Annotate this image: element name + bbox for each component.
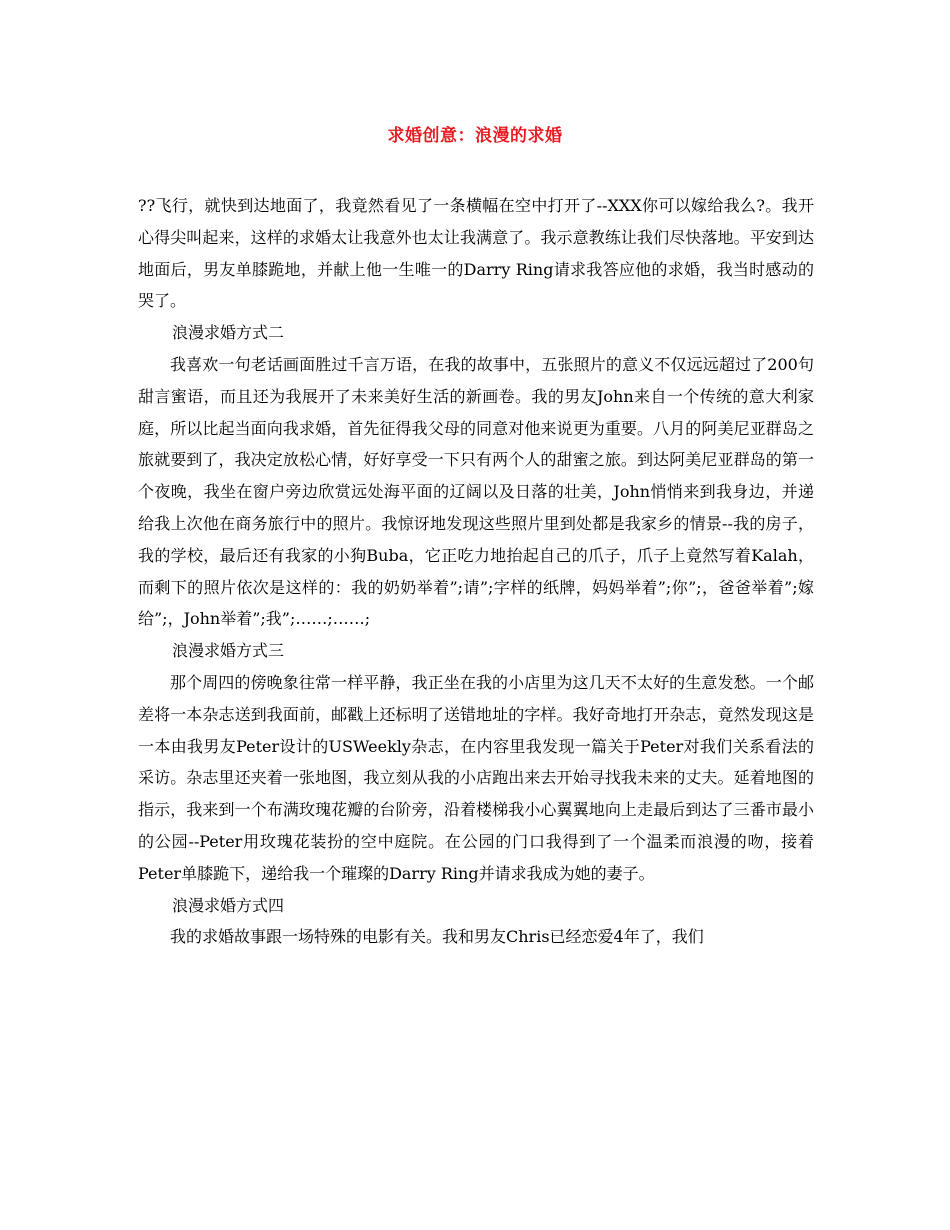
- paragraph-method-three: 那个周四的傍晚象往常一样平静，我正坐在我的小店里为这几天不太好的生意发愁。一个邮差将一本杂志送到我面前，邮戳上还标明了送错地址的字样。我好奇地打开杂志，竟然发现这是一本由我男友Peter设计的USWeekly杂志，在内容里我发现一篇关于Peter对我们关系看法的采访。杂志里还夹着一张地图，我立刻从我的小店跑出来去开始寻找我未来的丈夫。延着地图的指示，我来到一个布满玫瑰花瓣的台阶旁，沿着楼梯我小心翼翼地向上走最后到达了三番市最小的公园--Peter用玫瑰花装扮的空中庭院。在公园的门口我得到了一个温柔而浪漫的吻，接着Peter单膝跪下，递给我一个璀璨的Darry Ring并请求我成为她的妻子。: [138, 672, 814, 883]
- document-body: [138, 190, 814, 953]
- document-title: 求婚创意：浪漫的求婚: [387, 126, 563, 146]
- section-heading-two: 浪漫求婚方式二: [172, 323, 285, 343]
- section-heading-three: 浪漫求婚方式三: [172, 641, 285, 661]
- paragraph-method-four: 我的求婚故事跟一场特殊的电影有关。我和男友Chris已经恋爱4年了，我们: [170, 927, 704, 947]
- section-heading-four: 浪漫求婚方式四: [172, 895, 285, 915]
- paragraph-intro: ??飞行，就快到达地面了，我竟然看见了一条横幅在空中打开了--XXX你可以嫁给我么?。我开心得尖叫起来，这样的求婚太让我意外也太让我满意了。我示意教练让我们尽快落地。平安到达地面后，男友单膝跪地，并献上他一生唯一的Darry Ring请求我答应他的求婚，我当时感动的哭了。: [138, 196, 814, 311]
- paragraph-method-two: 我喜欢一句老话画面胜过千言万语，在我的故事中，五张照片的意义不仅远远超过了200句甜言蜜语，而且还为我展开了未来美好生活的新画卷。我的男友John来自一个传统的意大利家庭，所以比起当面向我求婚，首先征得我父母的同意对他来说更为重要。八月的阿美尼亚群岛之旅就要到了，我决定放松心情，好好享受一下只有两个人的甜蜜之旅。到达阿美尼亚群岛的第一个夜晚，我坐在窗户旁边欣赏远处海平面的辽阔以及日落的壮美，John悄悄来到我身边，并递给我上次他在商务旅行中的照片。我惊讶地发现这些照片里到处都是我家乡的情景--我的房子，我的学校，最后还有我家的小狗Buba，它正吃力地抬起自己的爪子，爪子上竟然写着Kalah，而剩下的照片依次是这样的：我的奶奶举着”;请”;字样的纸牌，妈妈举着”;你”;，爸爸举着”;嫁给”;，John举着”;我”;……;……;: [138, 354, 814, 629]
